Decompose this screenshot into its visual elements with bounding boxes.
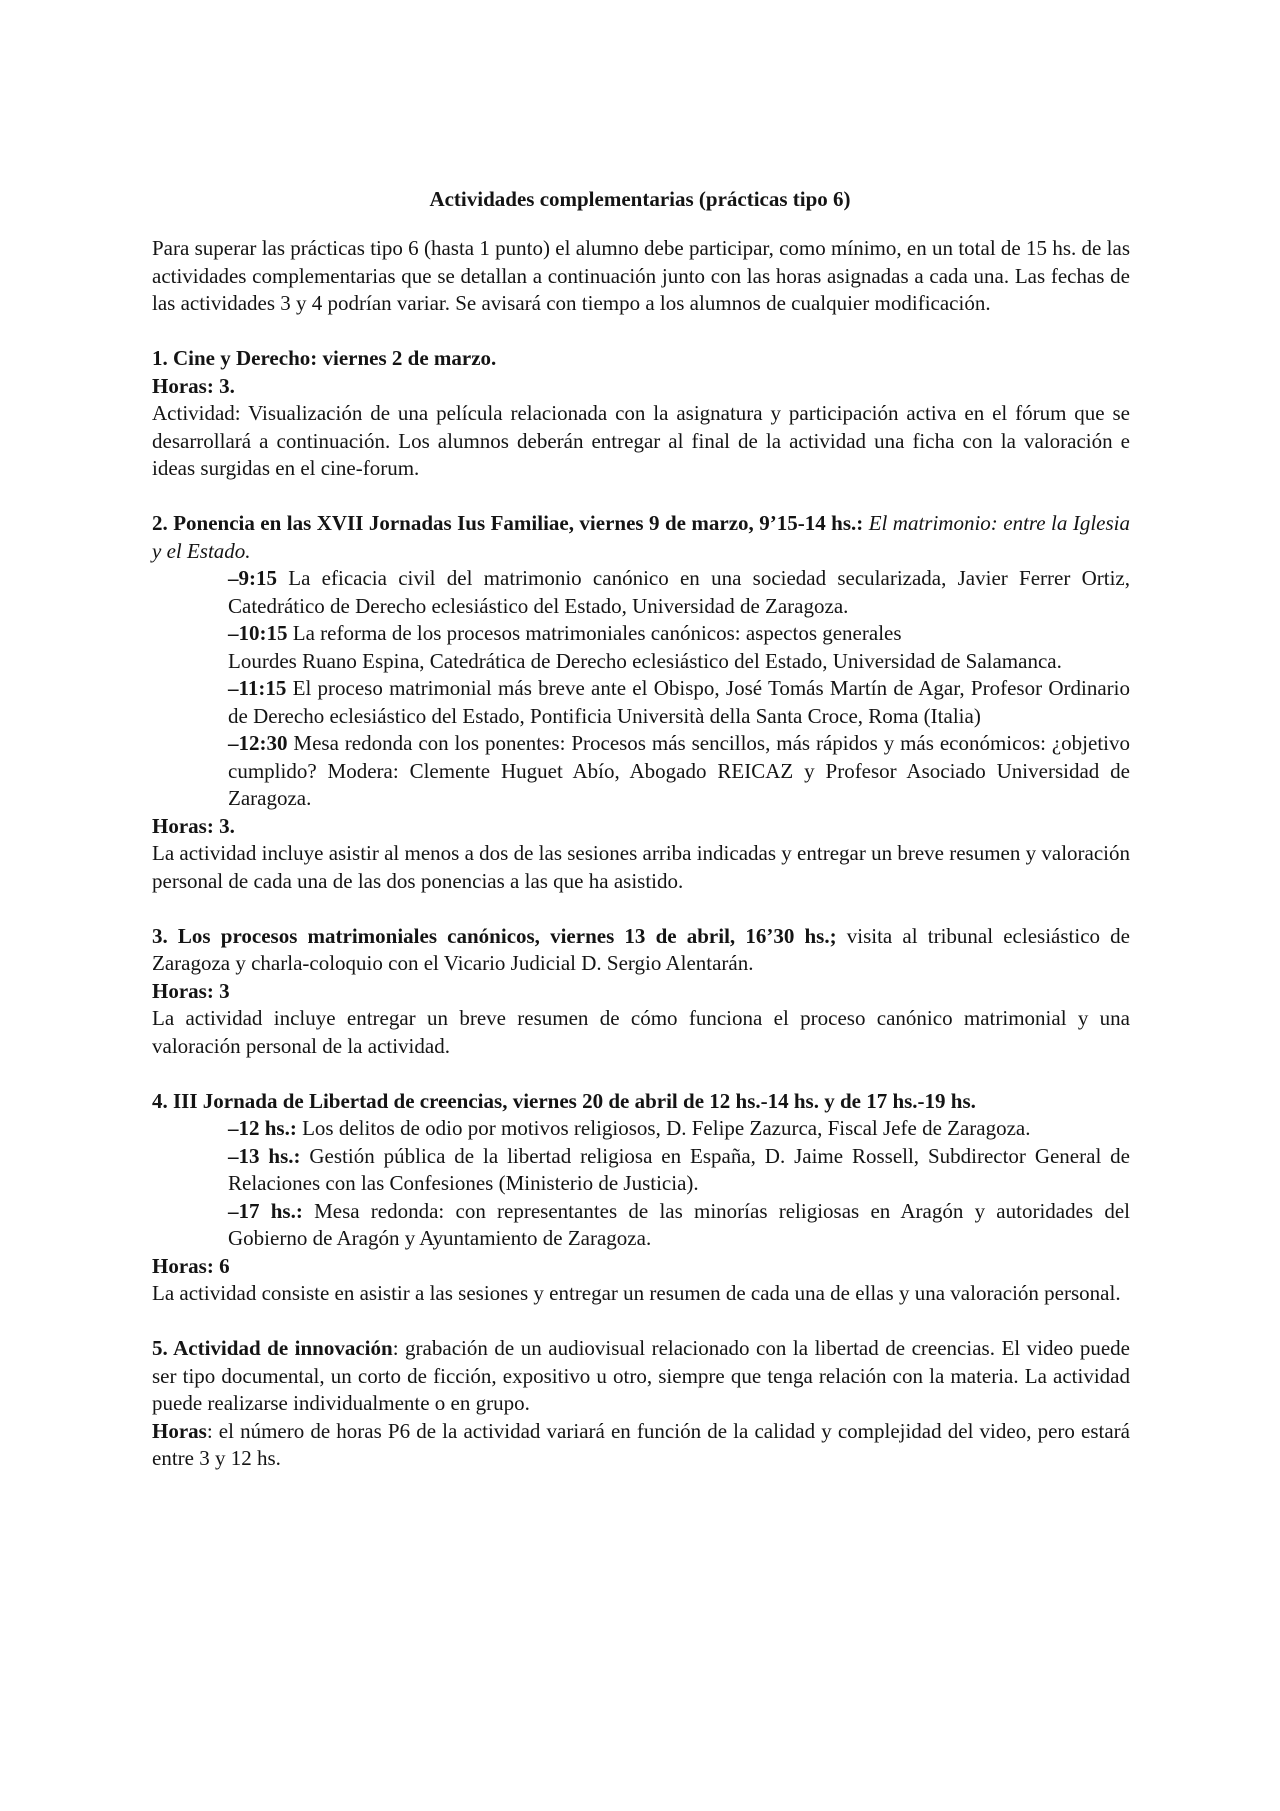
activity-5-heading: 5. Actividad de innovación: grabación de un audiovisual relacionado con la libertad de creencias. El video puede ser tipo documental, un corto de ficción, expositivo u otro, siempre que tenga relación con la materia. La actividad puede realizarse individualmente o en grupo. — [152, 1336, 1130, 1415]
activity-3-heading: 3. Los procesos matrimoniales canónicos, viernes 13 de abril, 16’30 hs.; visita al tribunal eclesiástico de Zaragoza y charla-coloquio con el Vicario Judicial D. Sergio Alentarán. — [152, 923, 1130, 975]
intro-paragraph: Para superar las prácticas tipo 6 (hasta 1 punto) el alumno debe participar, como mínimo, en un total de 15 hs. de las actividades complementarias que se detallan a continuación junto con las horas asignadas a cada una. Las fechas de las actividades 3 y 4 podrían variar. Se avisará con tiempo a los alumnos de cualquier modificación. — [152, 236, 1130, 315]
activity-3-hours: Horas: 3 — [152, 978, 230, 1003]
session-item: –13 hs.: Gestión pública de la libertad religiosa en España, D. Jaime Rossell, Subdirector General de Relaciones con las Confesiones (Ministerio de Justicia). — [228, 1143, 1130, 1195]
session-item-continued: Lourdes Ruano Espina, Catedrática de Derecho eclesiástico del Estado, Universidad de Salamanca. — [228, 648, 1062, 673]
activity-3-description: La actividad incluye entregar un breve resumen de cómo funciona el proceso canónico matrimonial y una valoración personal de la actividad. — [152, 1006, 1130, 1058]
activity-1-description: Actividad: Visualización de una película relacionada con la asignatura y participación activa en el fórum que se desarrollará a continuación. Los alumnos deberán entregar al final de la actividad una ficha con la valoración e ideas surgidas en el cine-forum. — [152, 401, 1130, 480]
activity-4-heading: 4. III Jornada de Libertad de creencias, viernes 20 de abril de 12 hs.-14 hs. y de 17 hs.-19 hs. — [152, 1088, 976, 1113]
activity-5-hours: Horas: el número de horas P6 de la actividad variará en función de la calidad y complejidad del video, pero estará entre 3 y 12 hs. — [152, 1418, 1130, 1470]
activity-4-sessions — [228, 1115, 1130, 1253]
session-item: –17 hs.: Mesa redonda: con representantes de las minorías religiosas en Aragón y autoridades del Gobierno de Aragón y Ayuntamiento de Zaragoza. — [228, 1198, 1130, 1250]
page-title: Actividades complementarias (prácticas tipo 6) — [429, 187, 851, 211]
activity-2-hours: Horas: 3. — [152, 813, 235, 838]
session-item: –12 hs.: Los delitos de odio por motivos religiosos, D. Felipe Zazurca, Fiscal Jefe de Zaragoza. — [228, 1116, 1031, 1140]
session-item: –10:15 La reforma de los procesos matrimoniales canónicos: aspectos generales — [228, 621, 902, 645]
activity-4-description: La actividad consiste en asistir a las sesiones y entregar un resumen de cada una de ellas y una valoración personal. — [152, 1281, 1121, 1305]
activity-1-heading: 1. Cine y Derecho: viernes 2 de marzo. — [152, 346, 497, 370]
activity-1-hours: Horas: 3. — [152, 373, 235, 398]
activity-2-heading: 2. Ponencia en las XVII Jornadas Ius Familiae, viernes 9 de marzo, 9’15-14 hs.: El matrimonio: entre la Iglesia y el Estado. — [152, 511, 1130, 563]
document-body — [152, 235, 1130, 1473]
activity-2-description: La actividad incluye asistir al menos a dos de las sesiones arriba indicadas y entregar un breve resumen y valoración personal de cada una de las dos ponencias a las que ha asistido. — [152, 841, 1130, 893]
activity-4-hours: Horas: 6 — [152, 1253, 230, 1278]
session-item: –12:30 Mesa redonda con los ponentes: Procesos más sencillos, más rápidos y más económicos: ¿objetivo cumplido? Modera: Clemente Huguet Abío, Abogado REICAZ y Profesor Asociado Universidad de Zaragoza. — [228, 731, 1130, 810]
session-item: –9:15 La eficacia civil del matrimonio canónico en una sociedad secularizada, Javier Ferrer Ortiz, Catedrático de Derecho eclesiástico del Estado, Universidad de Zaragoza. — [228, 566, 1130, 618]
activity-2-sessions — [228, 565, 1130, 813]
session-item: –11:15 El proceso matrimonial más breve ante el Obispo, José Tomás Martín de Agar, Profesor Ordinario de Derecho eclesiástico del Estado, Pontificia Università della Santa Croce, Roma (Italia) — [228, 676, 1130, 728]
